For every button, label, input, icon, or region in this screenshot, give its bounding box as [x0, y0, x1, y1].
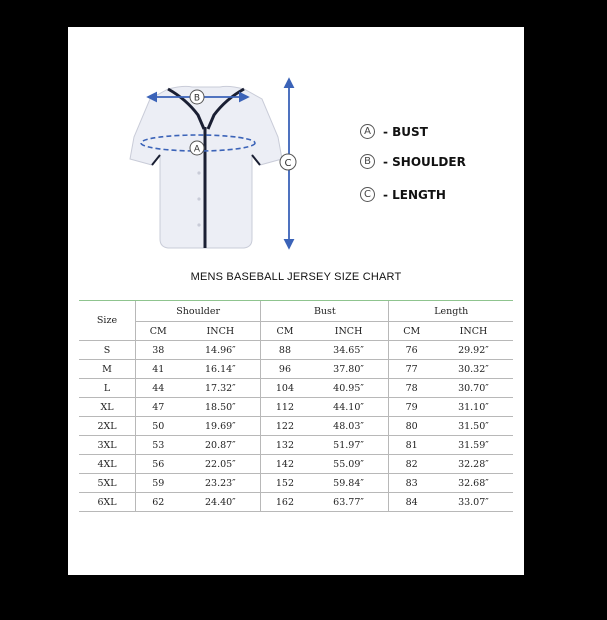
length-in-cell: 31.59″ — [434, 436, 513, 455]
unit-header-inch: INCH — [434, 322, 513, 341]
length-in-cell: 30.70″ — [434, 379, 513, 398]
size-cell: 6XL — [79, 493, 136, 512]
length-cm-cell: 83 — [389, 474, 434, 493]
bust-in-cell: 34.65″ — [309, 341, 389, 360]
bust-cm-cell: 88 — [261, 341, 309, 360]
table-row — [79, 417, 513, 436]
bust-in-cell: 59.84″ — [309, 474, 389, 493]
length-letter: C — [284, 158, 292, 169]
table-row — [79, 474, 513, 493]
legend-letter-length: C — [360, 187, 375, 202]
legend-length — [360, 187, 446, 202]
unit-header-cm: CM — [136, 322, 181, 341]
shoulder-cm-cell: 38 — [136, 341, 181, 360]
size-cell: XL — [79, 398, 136, 417]
table-row — [79, 341, 513, 360]
length-in-cell: 31.50″ — [434, 417, 513, 436]
table-row — [79, 398, 513, 417]
bust-in-cell: 55.09″ — [309, 455, 389, 474]
bust-in-cell: 51.97″ — [309, 436, 389, 455]
length-cm-cell: 82 — [389, 455, 434, 474]
size-table — [79, 300, 513, 512]
shoulder-in-cell: 19.69″ — [180, 417, 260, 436]
bust-letter: A — [193, 144, 201, 155]
bust-cm-cell: 152 — [261, 474, 309, 493]
shoulder-in-cell: 23.23″ — [180, 474, 260, 493]
size-header: Size — [79, 301, 136, 341]
bust-cm-cell: 104 — [261, 379, 309, 398]
length-cm-cell: 76 — [389, 341, 434, 360]
legend-letter-bust: A — [360, 124, 375, 139]
bust-cm-cell: 142 — [261, 455, 309, 474]
length-cm-cell: 79 — [389, 398, 434, 417]
length-cm-cell: 77 — [389, 360, 434, 379]
bust-in-cell: 44.10″ — [309, 398, 389, 417]
shoulder-in-cell: 20.87″ — [180, 436, 260, 455]
legend-shoulder — [360, 154, 466, 169]
table-row — [79, 455, 513, 474]
shoulder-cm-cell: 53 — [136, 436, 181, 455]
table-row — [79, 360, 513, 379]
legend-bust — [360, 124, 428, 139]
bust-in-cell: 63.77″ — [309, 493, 389, 512]
legend-label-shoulder: - SHOULDER — [383, 154, 466, 169]
shoulder-cm-cell: 59 — [136, 474, 181, 493]
jersey-illustration — [130, 86, 282, 248]
legend-label-length: - LENGTH — [383, 187, 446, 202]
shoulder-cm-cell: 50 — [136, 417, 181, 436]
shoulder-cm-cell: 56 — [136, 455, 181, 474]
length-cm-cell: 78 — [389, 379, 434, 398]
length-cm-cell: 80 — [389, 417, 434, 436]
bust-cm-cell: 132 — [261, 436, 309, 455]
shoulder-cm-cell: 47 — [136, 398, 181, 417]
size-cell: 5XL — [79, 474, 136, 493]
length-cm-cell: 81 — [389, 436, 434, 455]
size-cell: 2XL — [79, 417, 136, 436]
length-in-cell: 30.32″ — [434, 360, 513, 379]
bust-in-cell: 37.80″ — [309, 360, 389, 379]
length-in-cell: 33.07″ — [434, 493, 513, 512]
group-header-length: Length — [389, 301, 513, 322]
chart-title: MENS BASEBALL JERSEY SIZE CHART — [190, 271, 402, 283]
size-cell: M — [79, 360, 136, 379]
shoulder-cm-cell: 44 — [136, 379, 181, 398]
size-cell: L — [79, 379, 136, 398]
legend-label-bust: - BUST — [383, 124, 428, 139]
length-in-cell: 32.28″ — [434, 455, 513, 474]
size-cell: S — [79, 341, 136, 360]
unit-header-inch: INCH — [309, 322, 389, 341]
unit-header-cm: CM — [261, 322, 309, 341]
bust-in-cell: 48.03″ — [309, 417, 389, 436]
size-chart-card — [68, 27, 524, 575]
length-in-cell: 29.92″ — [434, 341, 513, 360]
length-in-cell: 32.68″ — [434, 474, 513, 493]
bust-cm-cell: 122 — [261, 417, 309, 436]
table-row — [79, 493, 513, 512]
bust-in-cell: 40.95″ — [309, 379, 389, 398]
shoulder-in-cell: 22.05″ — [180, 455, 260, 474]
shoulder-letter: B — [193, 93, 201, 104]
table-row — [79, 379, 513, 398]
size-cell: 4XL — [79, 455, 136, 474]
bust-cm-cell: 112 — [261, 398, 309, 417]
bust-cm-cell: 96 — [261, 360, 309, 379]
length-cm-cell: 84 — [389, 493, 434, 512]
shoulder-in-cell: 18.50″ — [180, 398, 260, 417]
group-header-bust: Bust — [261, 301, 389, 322]
shoulder-in-cell: 24.40″ — [180, 493, 260, 512]
unit-header-inch: INCH — [180, 322, 260, 341]
size-cell: 3XL — [79, 436, 136, 455]
length-in-cell: 31.10″ — [434, 398, 513, 417]
jersey-diagram — [68, 27, 524, 267]
shoulder-in-cell: 16.14″ — [180, 360, 260, 379]
shoulder-cm-cell: 41 — [136, 360, 181, 379]
table-row — [79, 436, 513, 455]
legend-letter-shoulder: B — [360, 154, 375, 169]
shoulder-in-cell: 14.96″ — [180, 341, 260, 360]
group-header-shoulder: Shoulder — [136, 301, 261, 322]
shoulder-in-cell: 17.32″ — [180, 379, 260, 398]
shoulder-cm-cell: 62 — [136, 493, 181, 512]
unit-header-cm: CM — [389, 322, 434, 341]
bust-cm-cell: 162 — [261, 493, 309, 512]
